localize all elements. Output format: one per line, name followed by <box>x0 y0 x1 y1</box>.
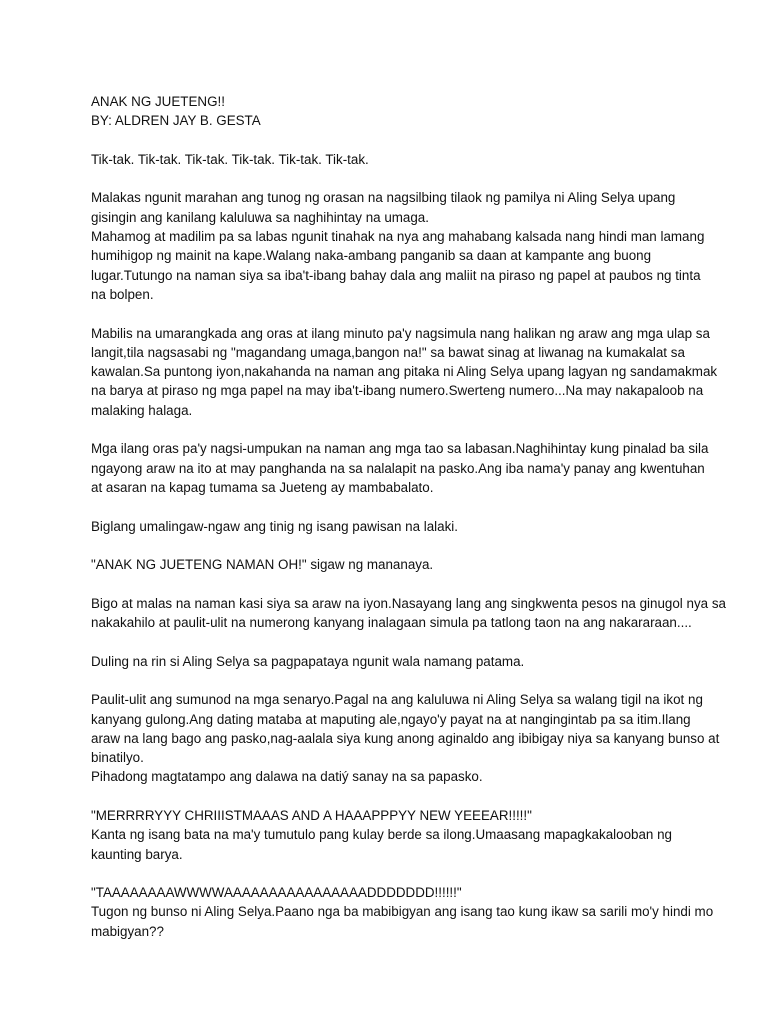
paragraph <box>91 652 691 671</box>
text-line: ngayong araw na ito at may panghanda na sa nalalapit na pasko.Ang iba nama'y panay ang kwentuhan <box>91 460 705 476</box>
text-line: at asaran na kapag tumama sa Jueteng ay mambabalato. <box>91 479 434 495</box>
paragraph <box>91 806 691 864</box>
document-body <box>91 150 726 941</box>
paragraph <box>91 883 714 941</box>
text-line: mabigyan?? <box>91 923 164 939</box>
text-line: Kanta ng isang bata na ma'y tumutulo pang kulay berde sa ilong.Umaasang mapagkakalooban ng <box>91 827 672 843</box>
text-line: "MERRRRYYY CHRIIISTMAAAS AND A HAAAPPPYY NEW YEEEAR!!!!!" <box>91 807 532 823</box>
document-byline: BY: ALDREN JAY B. GESTA <box>91 113 261 129</box>
paragraph <box>91 594 726 633</box>
text-line: Paulit-ulit ang sumunod na mga senaryo.Pagal na ang kaluluwa ni Aling Selya sa walang tigil na ikot ng <box>91 692 703 708</box>
paragraph <box>91 555 691 574</box>
paragraph <box>91 690 720 786</box>
text-line: Tik-tak. Tik-tak. Tik-tak. Tik-tak. Tik-tak. Tik-tak. <box>91 151 369 167</box>
text-line: na barya at piraso ng mga papel na may iba't-ibang numero.Swerteng numero...Na may nakapaloob na <box>91 383 704 399</box>
paragraph <box>91 188 705 304</box>
text-line: langit,tila nagsasabi ng "magandang umaga,bangon na!" sa bawat sinag at liwanag na kumakalat sa <box>91 344 685 360</box>
text-line: na bolpen. <box>91 286 154 302</box>
document-header <box>91 92 691 131</box>
text-line: kaunting barya. <box>91 846 183 862</box>
text-line: malaking halaga. <box>91 402 193 418</box>
paragraph <box>91 150 691 169</box>
paragraph <box>91 439 709 497</box>
text-line: Mga ilang oras pa'y nagsi-umpukan na naman ang mga tao sa labasan.Naghihintay kung pinalad ba sila <box>91 441 709 457</box>
text-line: Mabilis na umarangkada ang oras at ilang minuto pa'y nagsimula nang halikan ng araw ang mga ulap sa <box>91 325 710 341</box>
text-line: Mahamog at madilim pa sa labas ngunit tinahak na nya ang mahabang kalsada nang hindi man lamang <box>91 229 705 245</box>
document-page <box>91 92 726 941</box>
text-line: Duling na rin si Aling Selya sa pagpapataya ngunit wala namang patama. <box>91 653 525 669</box>
paragraph <box>91 517 691 536</box>
text-line: Biglang umalingaw-ngaw ang tinig ng isang pawisan na lalaki. <box>91 518 458 534</box>
text-line: Pihadong magtatampo ang dalawa na datiý sanay na sa papasko. <box>91 769 483 785</box>
text-line: Bigo at malas na naman kasi siya sa araw na iyon.Nasayang lang ang singkwenta pesos na ginugol nya sa <box>91 595 726 611</box>
text-line: humihigop ng mainit na kape.Walang naka-ambang panganib sa daan at kampante ang buong <box>91 248 652 264</box>
text-line: kawalan.Sa puntong iyon,nakahanda na naman ang pitaka ni Aling Selya upang lagyan ng sandamakmak <box>91 364 718 380</box>
text-line: lugar.Tutungo na naman siya sa iba't-ibang bahay dala ang maliit na piraso ng papel at paubos ng tinta <box>91 267 701 283</box>
document-title: ANAK NG JUETENG!! <box>91 94 225 109</box>
text-line: Malakas ngunit marahan ang tunog ng orasan na nagsilbing tilaok ng pamilya ni Aling Selya upang <box>91 190 676 206</box>
text-line: "ANAK NG JUETENG NAMAN OH!" sigaw ng mananaya. <box>91 557 434 573</box>
paragraph <box>91 324 718 420</box>
text-line: nakakahilo at paulit-ulit na numerong kanyang inalagaan simula pa tatlong taon na ang nakararaan.... <box>91 615 692 631</box>
text-line: Tugon ng bunso ni Aling Selya.Paano nga ba mabibigyan ang isang tao kung ikaw sa sarili mo'y hindi mo <box>91 904 714 920</box>
text-line: kanyang gulong.Ang dating mataba at maputing ale,ngayo'y payat na at nangingintab pa sa itim.Ilang <box>91 711 691 727</box>
text-line: binatilyo. <box>91 750 144 766</box>
text-line: "TAAAAAAAAWWWWAAAAAAAAAAAAAAAADDDDDDD!!!!!!" <box>91 885 462 901</box>
text-line: araw na lang bago ang pasko,nag-aalala siya kung anong aginaldo ang ibibigay niya sa kanyang bunso at <box>91 730 720 746</box>
text-line: gisingin ang kanilang kaluluwa sa naghihintay na umaga. <box>91 209 429 225</box>
